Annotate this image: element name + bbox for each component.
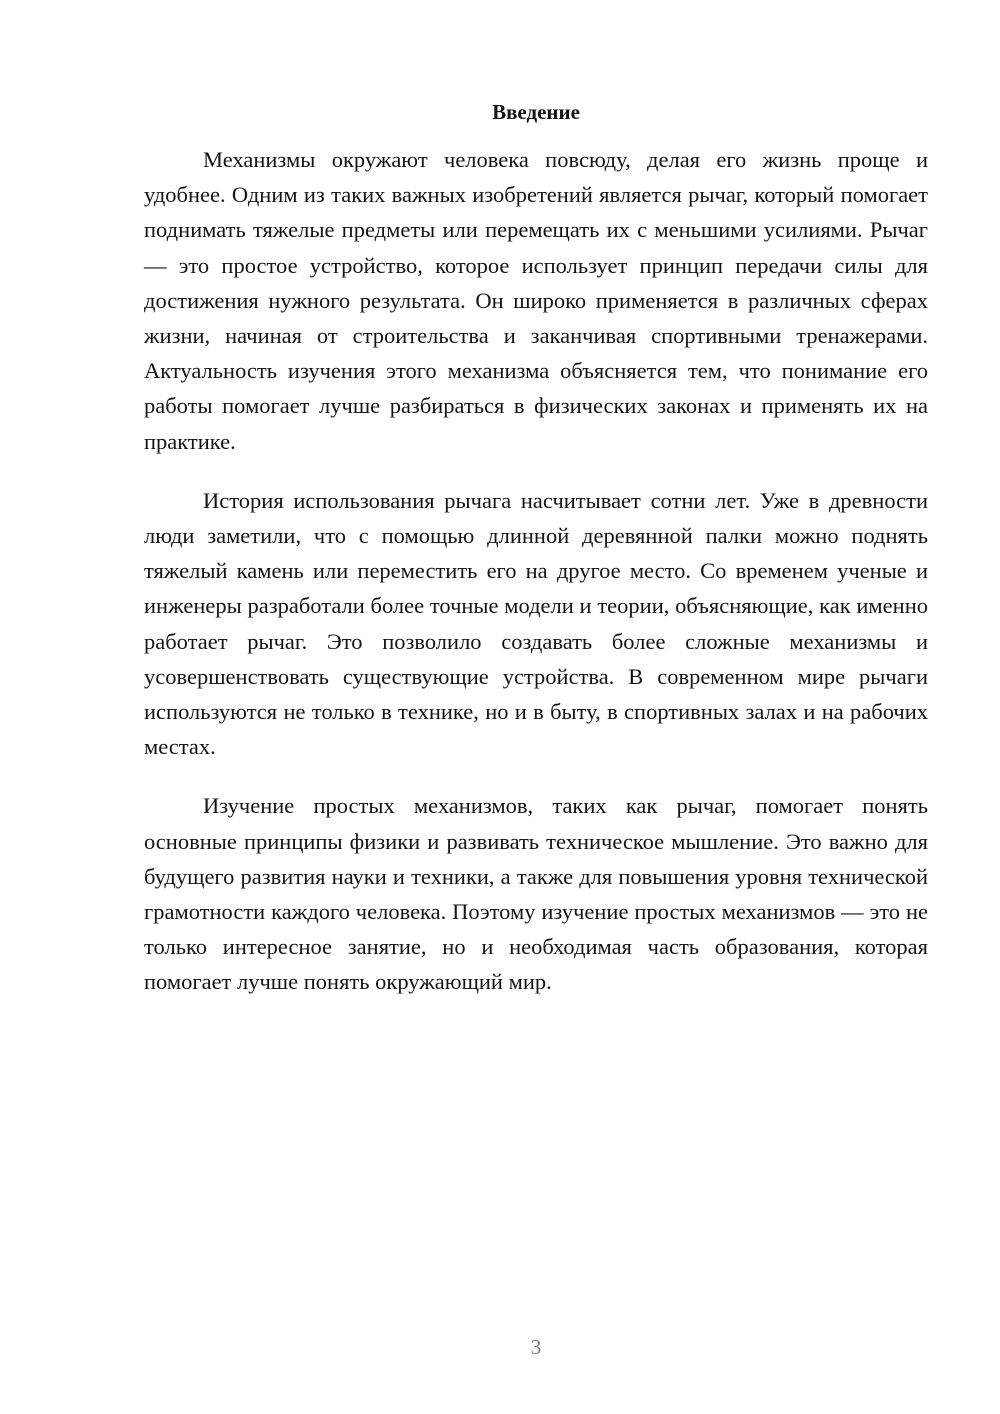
page-number: 3 bbox=[530, 1335, 542, 1359]
paragraph-3: Изучение простых механизмов, таких как рычаг, помогает понять основные принципы физики и развивать техническое мышление. Это важно для будущего развития науки и техники, а также для повышения уровня технической грамотности каждого человека. Поэтому изучение простых механизмов — это не только интересное занятие, но и необходимая часть образования, которая помогает лучше понять окружающий мир. bbox=[144, 793, 928, 995]
paragraph-2: История использования рычага насчитывает сотни лет. Уже в древности люди заметили, что с помощью длинной деревянной палки можно поднять тяжелый камень или переместить его на другое место. Со временем ученые и инженеры разработали более точные модели и теории, объясняющие, как именно работает рычаг. Это позволило создавать более сложные механизмы и усовершенствовать существующие устройства. В современном мире рычаги используются не только в технике, но и в быту, в спортивных залах и на рабочих местах. bbox=[144, 487, 928, 760]
page-title: Введение bbox=[492, 100, 580, 124]
paragraph-1: Механизмы окружают человека повсюду, делая его жизнь проще и удобнее. Одним из таких важных изобретений является рычаг, который помогает поднимать тяжелые предметы или перемещать их с меньшими усилиями. Рычаг — это простое устройство, которое использует принцип передачи силы для достижения нужного результата. Он широко применяется в различных сферах жизни, начиная от строительства и заканчивая спортивными тренажерами. Актуальность изучения этого механизма объясняется тем, что понимание его работы помогает лучше разбираться в физических законах и применять их на практике. bbox=[144, 147, 928, 454]
document-body bbox=[144, 142, 928, 1024]
